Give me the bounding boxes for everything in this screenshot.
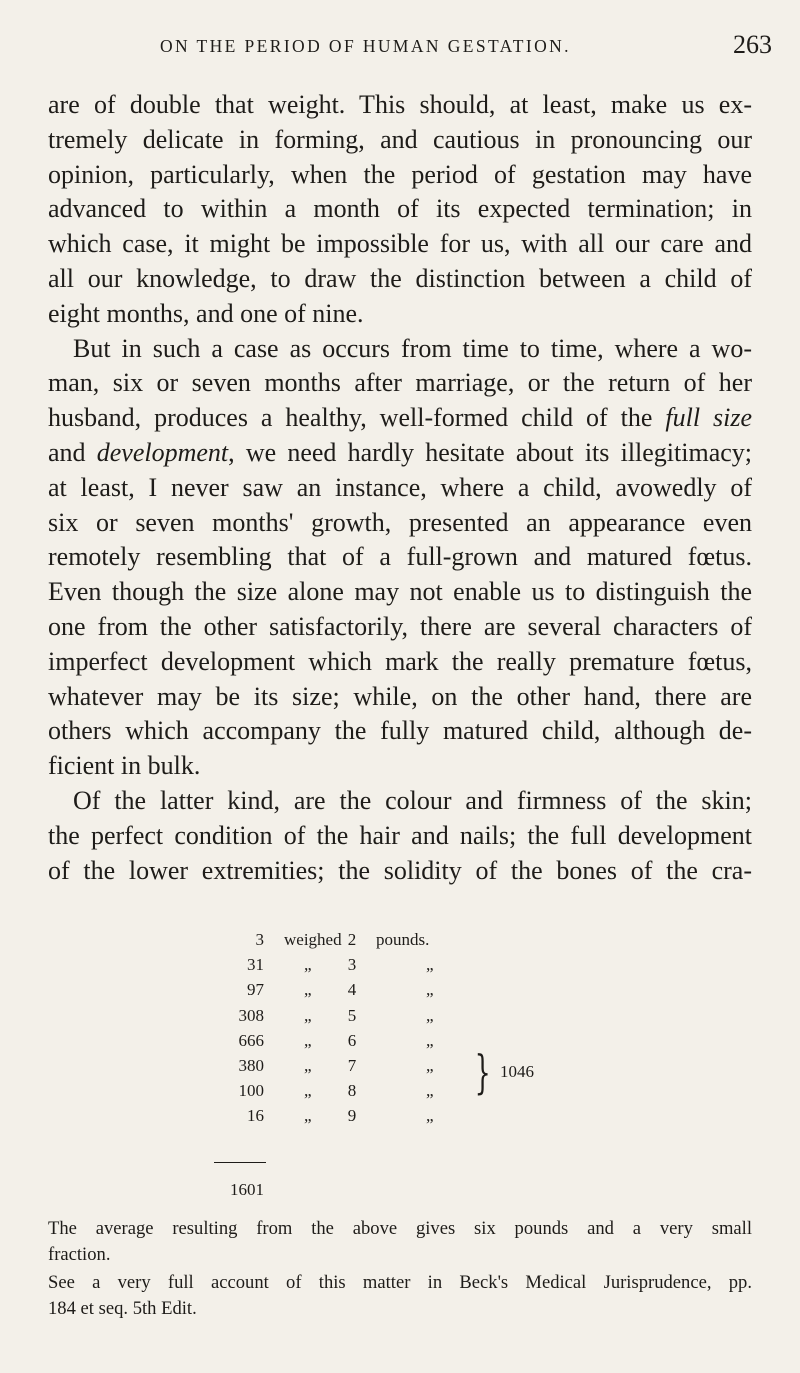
brace-icon: } — [474, 1045, 491, 1099]
ditto-mark: „ — [426, 1005, 434, 1025]
child-count: 16 — [247, 1106, 264, 1126]
child-count: 666 — [238, 1030, 264, 1050]
text-line: Of the latter kind, are the colour and firmness of the skin; — [73, 785, 752, 815]
pounds-value: 8 — [347, 1081, 357, 1101]
ditto-mark: „ — [426, 1081, 434, 1101]
footnote-average — [48, 1216, 752, 1268]
pounds-value: 7 — [347, 1055, 357, 1075]
table-row — [200, 1056, 620, 1081]
text-line: others which accompany the fully matured child, although de- — [48, 716, 752, 746]
pounds-value: 9 — [347, 1106, 357, 1126]
text-line: ficient in bulk. — [48, 751, 201, 781]
text-line: one from the other satisfactorily, there are several characters of — [48, 611, 752, 641]
note-line: 184 et seq. 5th Edit. — [48, 1298, 197, 1319]
ditto-mark: „ — [426, 1106, 434, 1126]
running-title: ON THE PERIOD OF HUMAN GESTATION. — [160, 36, 571, 56]
ditto-mark: „ — [304, 1081, 312, 1101]
child-count: 100 — [238, 1081, 264, 1101]
ditto-mark: „ — [304, 1106, 312, 1126]
note-line: The average resulting from the above gives six pounds and a very small — [48, 1218, 752, 1239]
text-line: But in such a case as occurs from time to time, where a wo- — [73, 333, 752, 363]
table-row — [200, 955, 620, 980]
text-line: are of double that weight. This should, at least, make us ex- — [48, 90, 752, 119]
total-rule — [214, 1162, 266, 1163]
ditto-mark: „ — [304, 1005, 312, 1025]
text-line: whatever may be its size; while, on the other hand, there are — [48, 681, 752, 711]
text-line: imperfect development which mark the really premature fœtus, — [48, 646, 752, 676]
ditto-mark: „ — [426, 1030, 434, 1050]
text-line: all our knowledge, to draw the distinction between a child of — [48, 263, 752, 293]
text-line: of the lower extremities; the solidity of the bones of the cra- — [48, 855, 752, 885]
text-line: Even though the size alone may not enable us to distinguish the — [48, 577, 752, 607]
text-line: six or seven months' growth, presented an appearance even — [48, 507, 752, 537]
text-line: man, six or seven months after marriage, or the return of her — [48, 368, 752, 398]
weighed-label: weighed — [284, 930, 342, 949]
italic-phrase: development — [96, 437, 229, 467]
page-number: 263 — [733, 30, 772, 59]
text-line: which case, it might be impossible for us, with all our care and — [48, 229, 752, 259]
ditto-mark: „ — [304, 980, 312, 1000]
text-line: the perfect condition of the hair and nails; the full development — [48, 820, 752, 850]
child-count: 308 — [238, 1005, 264, 1025]
brace-value: 1046 — [500, 1062, 534, 1081]
note-line: See a very full account of this matter in Beck's Medical Jurisprudence, pp. — [48, 1272, 752, 1293]
ditto-mark: „ — [426, 955, 434, 975]
text-line: eight months, and one of nine. — [48, 298, 364, 328]
body-text — [48, 88, 752, 888]
table-row — [200, 1006, 620, 1031]
pounds-value: 5 — [347, 1005, 357, 1025]
child-count: 31 — [247, 955, 264, 975]
pounds-value: 6 — [347, 1030, 357, 1050]
child-count: 380 — [238, 1055, 264, 1075]
text-line: tremely delicate in forming, and cautious in pronouncing our — [48, 124, 752, 154]
ditto-mark: „ — [426, 980, 434, 1000]
ditto-mark: „ — [426, 1055, 434, 1075]
ditto-mark: „ — [304, 1030, 312, 1050]
child-count: 97 — [247, 980, 264, 1000]
italic-phrase: full size — [665, 403, 752, 433]
table-row — [200, 1081, 620, 1106]
pounds-label: pounds. — [376, 930, 430, 949]
weights-table — [200, 930, 620, 1132]
text-line: remotely resembling that of a full-grown and matured fœtus. — [48, 542, 752, 572]
ditto-mark: „ — [304, 955, 312, 975]
text-line: at least, I never saw an instance, where a child, avowedly of — [48, 472, 752, 502]
text-line: husband, produces a healthy, well-formed child of the full size — [48, 403, 752, 433]
pounds-value: 2 — [347, 930, 357, 949]
child-count: 3 — [255, 930, 264, 949]
table-row — [200, 930, 620, 955]
text-line: advanced to within a month of its expected termination; in — [48, 194, 752, 224]
table-row — [200, 980, 620, 1005]
table-row — [200, 1031, 620, 1056]
pounds-value: 4 — [347, 980, 357, 1000]
table-row — [200, 1106, 620, 1131]
footnote-reference — [48, 1270, 752, 1322]
text-line: and development, we need hardly hesitate about its illegitimacy; — [48, 437, 752, 467]
note-line: fraction. — [48, 1244, 111, 1265]
text-line: opinion, particularly, when the period of gestation may have — [48, 159, 752, 189]
table-total: 1601 — [230, 1180, 264, 1199]
ditto-mark: „ — [304, 1055, 312, 1075]
pounds-value: 3 — [347, 955, 357, 975]
